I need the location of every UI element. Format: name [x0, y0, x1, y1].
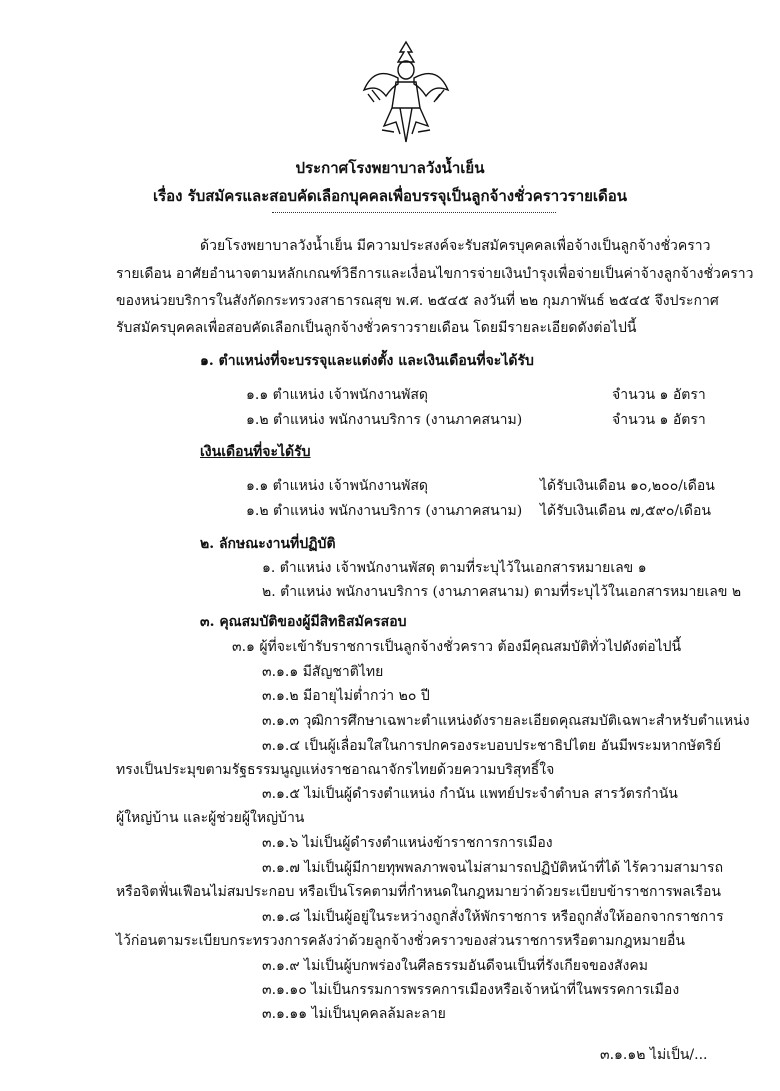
qualification-item: ๓.๑.๓ วุฒิการศึกษาเฉพาะตำแหน่งดังรายละเอียดคุณสมบัติเฉพาะสำหรับตำแหน่ง	[262, 713, 750, 729]
announcement-subject: เรื่อง รับสมัครและสอบคัดเลือกบุคคลเพื่อบรรจุเป็นลูกจ้างชั่วคราวรายเดือน	[152, 187, 628, 205]
qualification-item: ๓.๑.๑๑ ไม่เป็นบุคคลล้มละลาย	[262, 1006, 446, 1022]
intro-line: ของหน่วยบริการในสังกัดกระทรวงสาธารณสุข พ.ศ. ๒๕๔๕ ลงวันที่ ๒๒ กุมภาพันธ์ ๒๕๔๕ จึงประกาศ	[116, 293, 719, 309]
page-continuation: ๓.๑.๑๒ ไม่เป็น/...	[600, 1047, 708, 1063]
intro-line: ด้วยโรงพยาบาลวังน้ำเย็น มีความประสงค์จะรับสมัครบุคคลเพื่อจ้างเป็นลูกจ้างชั่วคราว	[200, 238, 711, 254]
qualification-item: ๓.๑.๖ ไม่เป็นผู้ดำรงตำแหน่งข้าราชการการเมือง	[262, 835, 553, 851]
salary-amount: ได้รับเงินเดือน ๑๐,๒๐๐/เดือน	[540, 478, 715, 494]
salary-amount: ได้รับเงินเดือน ๗,๕๙๐/เดือน	[540, 503, 711, 519]
qualification-item: ๓.๑.๑ มีสัญชาติไทย	[262, 664, 384, 680]
section2-item: ๒. ตำแหน่ง พนักงานบริการ (งานภาคสนาม) ตามที่ระบุไว้ในเอกสารหมายเลข ๒	[262, 584, 742, 600]
intro-line: รายเดือน อาศัยอำนาจตามหลักเกณฑ์วิธีการและเงื่อนไขการจ่ายเงินบำรุงเพื่อจ่ายเป็นค่าจ้างลูกจ้างชั่วคราว	[116, 266, 754, 282]
qualification-item: ๓.๑.๙ ไม่เป็นผู้บกพร่องในศีลธรรมอันดีจนเป็นที่รังเกียจของสังคม	[262, 958, 648, 974]
qualification-item: ผู้ใหญ่บ้าน และผู้ช่วยผู้ใหญ่บ้าน	[116, 810, 305, 826]
qualification-item: ๓.๑.๔ เป็นผู้เลื่อมใสในการปกครองระบอบประชาธิปไตย อันมีพระมหากษัตริย์	[262, 738, 722, 754]
announcement-title: ประกาศโรงพยาบาลวังน้ำเย็น	[295, 159, 485, 177]
section3-sub: ๓.๑ ผู้ที่จะเข้ารับราชการเป็นลูกจ้างชั่วคราว ต้องมีคุณสมบัติทั่วไปดังต่อไปนี้	[232, 639, 682, 655]
position-label: ๑.๒ ตำแหน่ง พนักงานบริการ (งานภาคสนาม)	[246, 412, 523, 428]
section1-heading: ๑. ตำแหน่งที่จะบรรจุและแต่งตั้ง และเงินเดือนที่จะได้รับ	[200, 353, 534, 369]
salary-label: ๑.๑ ตำแหน่ง เจ้าพนักงานพัสดุ	[246, 478, 428, 494]
position-label: ๑.๑ ตำแหน่ง เจ้าพนักงานพัสดุ	[246, 387, 428, 403]
qualification-item: ๓.๑.๑๐ ไม่เป็นกรรมการพรรคการเมืองหรือเจ้าหน้าที่ในพรรคการเมือง	[262, 982, 680, 998]
qualification-item: ๓.๑.๘ ไม่เป็นผู้อยู่ในระหว่างถูกสั่งให้พักราชการ หรือถูกสั่งให้ออกจากราชการ	[262, 909, 724, 925]
garuda-emblem-icon	[360, 38, 452, 148]
qualification-item: ไว้ก่อนตามระเบียบกระทรวงการคลังว่าด้วยลูกจ้างชั่วคราวของส่วนราชการหรือตามกฎหมายอื่น	[116, 933, 685, 949]
qualification-item: ๓.๑.๗ ไม่เป็นผู้มีกายทุพพลภาพจนไม่สามารถปฏิบัติหน้าที่ได้ ไร้ความสามารถ	[262, 860, 724, 876]
position-quota: จำนวน ๑ อัตรา	[612, 412, 706, 428]
qualification-item: ๓.๑.๕ ไม่เป็นผู้ดำรงตำแหน่ง กำนัน แพทย์ประจำตำบล สารวัตรกำนัน	[262, 786, 678, 802]
qualification-item: ทรงเป็นประมุขตามรัฐธรรมนูญแห่งราชอาณาจักรไทยด้วยความบริสุทธิ์ใจ	[116, 762, 555, 778]
qualification-item: หรือจิตฟั่นเฟือนไม่สมประกอบ หรือเป็นโรคตามที่กำหนดในกฎหมายว่าด้วยระเบียบข้าราชการพลเรือน	[116, 884, 721, 900]
position-quota: จำนวน ๑ อัตรา	[612, 387, 706, 403]
salary-label: ๑.๒ ตำแหน่ง พนักงานบริการ (งานภาคสนาม)	[246, 503, 523, 519]
qualification-item: ๓.๑.๒ มีอายุไม่ต่ำกว่า ๒๐ ปี	[262, 688, 430, 704]
section2-heading: ๒. ลักษณะงานที่ปฏิบัติ	[200, 536, 336, 552]
section2-item: ๑. ตำแหน่ง เจ้าพนักงานพัสดุ ตามที่ระบุไว้ในเอกสารหมายเลข ๑	[262, 560, 647, 576]
salary-heading: เงินเดือนที่จะได้รับ	[200, 444, 311, 460]
intro-line: รับสมัครบุคคลเพื่อสอบคัดเลือกเป็นลูกจ้างชั่วคราวรายเดือน โดยมีรายละเอียดดังต่อไปนี้	[116, 320, 637, 336]
section3-heading: ๓. คุณสมบัติของผู้มีสิทธิสมัครสอบ	[200, 614, 407, 630]
divider-dotted	[272, 212, 556, 213]
